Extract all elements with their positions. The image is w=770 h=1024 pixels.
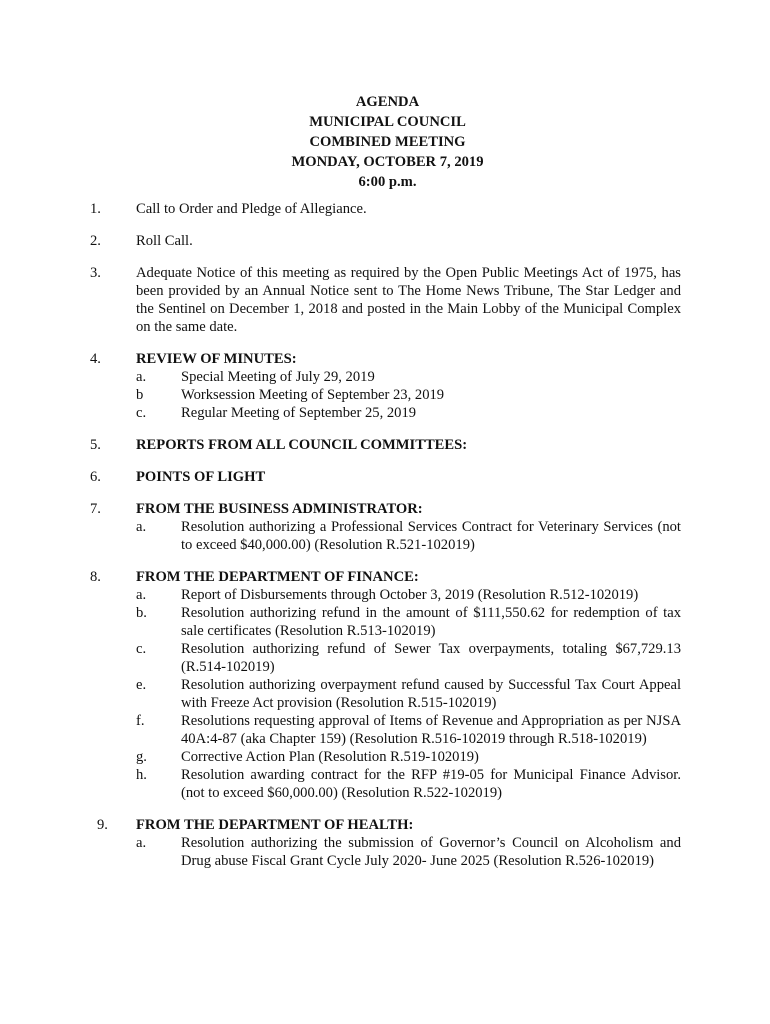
sub-item — [136, 834, 681, 870]
sub-item-text: Special Meeting of July 29, 2019 — [181, 369, 375, 385]
agenda-item-2 — [0, 232, 770, 250]
sub-item-letter: h. — [136, 767, 147, 783]
sub-item-text: Resolutions requesting approval of Items of Revenue and Appropriation as per NJSA 40A:4-87 (aka Chapter 159) (Resolution R.516-102019 through R.518-102019) — [181, 713, 681, 747]
item-number: 8. — [90, 569, 101, 585]
item-text: Call to Order and Pledge of Allegiance. — [136, 201, 367, 217]
sub-item-letter: b. — [136, 605, 147, 621]
item-heading: POINTS OF LIGHT — [136, 469, 266, 485]
item-number: 1. — [90, 201, 101, 217]
header-date: MONDAY, OCTOBER 7, 2019 — [291, 154, 484, 170]
agenda-item-9 — [0, 816, 770, 870]
sub-item-letter: a. — [136, 519, 147, 535]
agenda-header — [0, 92, 770, 192]
sub-item-text: Resolution authorizing refund of Sewer Tax overpayments, totaling $67,729.13 (R.514-102019) — [181, 641, 681, 675]
item-number: 5. — [90, 437, 101, 453]
agenda-item-3 — [0, 264, 770, 336]
item-heading: FROM THE DEPARTMENT OF FINANCE: — [136, 569, 419, 585]
sub-item-letter: c. — [136, 405, 147, 421]
sub-item-text: Report of Disbursements through October 3, 2019 (Resolution R.512-102019) — [181, 587, 639, 603]
item-number: 9. — [97, 817, 108, 833]
sub-item — [136, 766, 681, 802]
agenda-item-5 — [0, 436, 770, 454]
sub-item-letter: a. — [136, 587, 147, 603]
sub-item — [136, 712, 681, 748]
sub-item-text: Resolution authorizing the submission of Governor’s Council on Alcoholism and Drug abuse Fiscal Grant Cycle July 2020- June 2025 (Resolution R.526-102019) — [181, 835, 681, 869]
header-council: MUNICIPAL COUNCIL — [309, 114, 466, 130]
sub-item — [136, 586, 681, 604]
item-number: 3. — [90, 265, 101, 281]
sub-item — [136, 386, 681, 404]
agenda-item-4 — [0, 350, 770, 422]
header-time: 6:00 p.m. — [358, 174, 417, 190]
sub-item-letter: a. — [136, 369, 147, 385]
sub-item-letter: b — [136, 387, 144, 403]
sub-item-text: Worksession Meeting of September 23, 2019 — [181, 387, 445, 403]
item-text: Roll Call. — [136, 233, 193, 249]
sub-item-letter: e. — [136, 677, 147, 693]
sub-item — [136, 368, 681, 386]
sub-item-letter: a. — [136, 835, 147, 851]
header-title: AGENDA — [355, 94, 420, 110]
item-heading: REVIEW OF MINUTES: — [136, 351, 297, 367]
sub-item — [136, 748, 681, 766]
sub-item — [136, 604, 681, 640]
sub-item-letter: g. — [136, 749, 147, 765]
sub-item-text: Regular Meeting of September 25, 2019 — [181, 405, 417, 421]
sub-item-text: Resolution awarding contract for the RFP #19-05 for Municipal Finance Advisor. (not to exceed $60,000.00) (Resolution R.522-102019) — [181, 767, 681, 801]
agenda-item-7 — [0, 500, 770, 554]
sub-item-text: Corrective Action Plan (Resolution R.519-102019) — [181, 749, 479, 765]
agenda-item-1 — [0, 200, 770, 218]
sub-item — [136, 676, 681, 712]
header-meeting-type: COMBINED MEETING — [309, 134, 466, 150]
sub-item-letter: f. — [136, 713, 145, 729]
sub-item-text: Resolution authorizing a Professional Services Contract for Veterinary Services (not to exceed $40,000.00) (Resolution R.521-102019) — [181, 519, 681, 553]
item-number: 7. — [90, 501, 101, 517]
sub-item-letter: c. — [136, 641, 147, 657]
sub-item — [136, 404, 681, 422]
sub-item — [136, 640, 681, 676]
agenda-item-6 — [0, 468, 770, 486]
item-heading: FROM THE DEPARTMENT OF HEALTH: — [136, 817, 414, 833]
item-number: 4. — [90, 351, 101, 367]
sub-item-text: Resolution authorizing refund in the amount of $111,550.62 for redemption of tax sale certificates (Resolution R.513-102019) — [181, 605, 681, 639]
item-heading: FROM THE BUSINESS ADMINISTRATOR: — [136, 501, 423, 517]
item-text: Adequate Notice of this meeting as required by the Open Public Meetings Act of 1975, has been provided by an Annual Notice sent to The Home News Tribune, The Star Ledger and the Sentinel on December 1, 2018 and posted in the Main Lobby of the Municipal Complex on the same date. — [136, 265, 681, 335]
item-number: 6. — [90, 469, 101, 485]
sub-item — [136, 518, 681, 554]
sub-item-text: Resolution authorizing overpayment refund caused by Successful Tax Court Appeal with Freeze Act provision (Resolution R.515-102019) — [181, 677, 681, 711]
item-number: 2. — [90, 233, 101, 249]
item-heading: REPORTS FROM ALL COUNCIL COMMITTEES: — [136, 437, 468, 453]
agenda-list — [0, 200, 770, 884]
agenda-item-8 — [0, 568, 770, 802]
